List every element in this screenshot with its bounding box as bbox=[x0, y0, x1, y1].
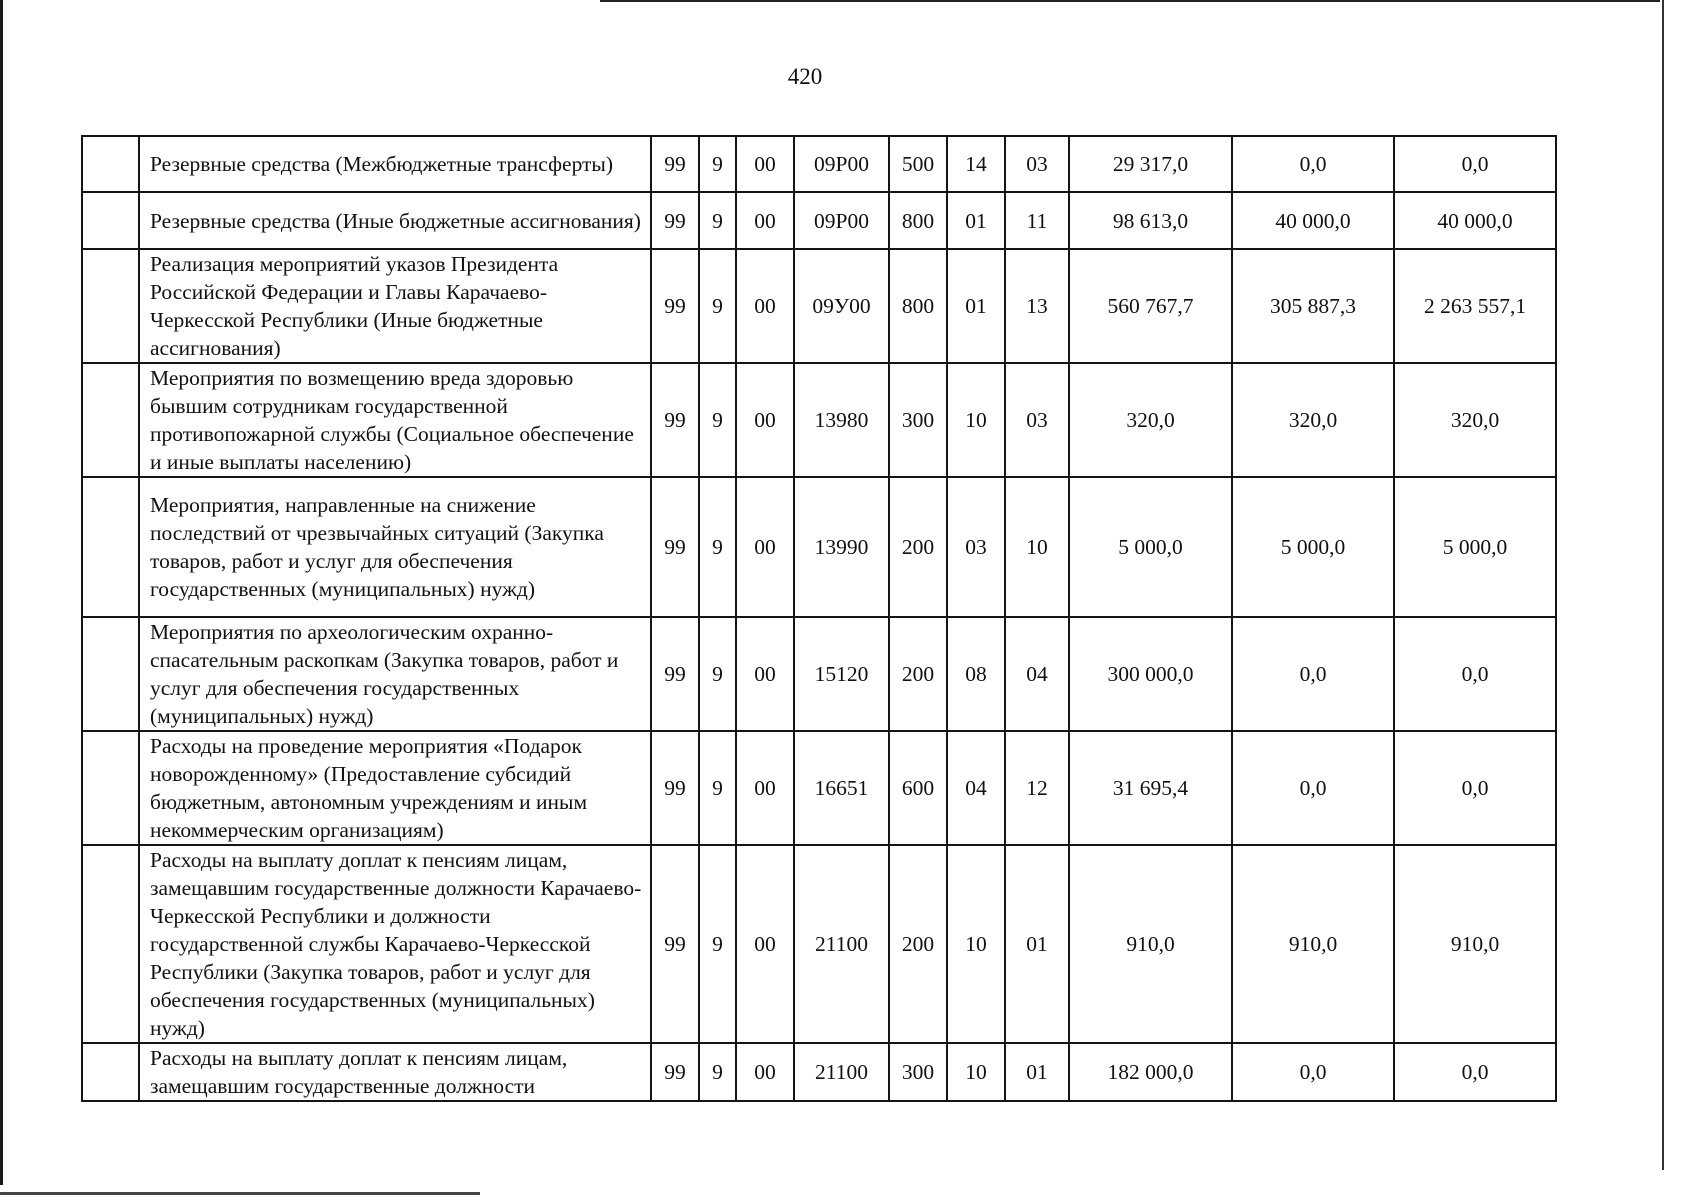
code-cell: 16651 bbox=[794, 731, 889, 845]
table-row bbox=[82, 363, 1556, 477]
code-cell: 11 bbox=[1005, 192, 1069, 249]
table-row bbox=[82, 136, 1556, 192]
amount-cell: 40 000,0 bbox=[1232, 192, 1394, 249]
code-cell: 13990 bbox=[794, 477, 889, 617]
amount-cell: 910,0 bbox=[1069, 845, 1232, 1043]
amount-cell: 0,0 bbox=[1232, 617, 1394, 731]
code-cell: 00 bbox=[736, 617, 794, 731]
row-description: Реализация мероприятий указов Президента Российской Федерации и Главы Карачаево-Черкесской Республики (Иные бюджетные ассигнования) bbox=[139, 249, 651, 363]
amount-cell: 320,0 bbox=[1069, 363, 1232, 477]
row-description: Расходы на выплату доплат к пенсиям лицам, замещавшим государственные должности Карачаево-Черкесской Республики и должности государственной службы Карачаево-Черкесской Республики (Закупка товаров, работ и услуг для обеспечения государственных (муниципальных) нужд) bbox=[139, 845, 651, 1043]
code-cell: 00 bbox=[736, 731, 794, 845]
amount-cell: 5 000,0 bbox=[1069, 477, 1232, 617]
code-cell: 800 bbox=[889, 192, 947, 249]
code-cell: 00 bbox=[736, 136, 794, 192]
table-row bbox=[82, 192, 1556, 249]
code-cell: 08 bbox=[947, 617, 1005, 731]
code-cell: 9 bbox=[699, 617, 736, 731]
code-cell: 99 bbox=[651, 1043, 699, 1101]
amount-cell: 98 613,0 bbox=[1069, 192, 1232, 249]
row-description: Мероприятия по археологическим охранно-спасательным раскопкам (Закупка товаров, работ и услуг для обеспечения государственных (муниципальных) нужд) bbox=[139, 617, 651, 731]
code-cell: 9 bbox=[699, 136, 736, 192]
code-cell: 99 bbox=[651, 249, 699, 363]
code-cell: 21100 bbox=[794, 845, 889, 1043]
code-cell: 12 bbox=[1005, 731, 1069, 845]
code-cell: 00 bbox=[736, 477, 794, 617]
code-cell: 10 bbox=[1005, 477, 1069, 617]
code-cell: 99 bbox=[651, 731, 699, 845]
row-marker-cell bbox=[82, 477, 139, 617]
amount-cell: 910,0 bbox=[1394, 845, 1556, 1043]
code-cell: 03 bbox=[1005, 136, 1069, 192]
code-cell: 21100 bbox=[794, 1043, 889, 1101]
amount-cell: 0,0 bbox=[1232, 1043, 1394, 1101]
scan-border-right bbox=[1662, 0, 1664, 1170]
row-description: Резервные средства (Межбюджетные трансферты) bbox=[139, 136, 651, 192]
code-cell: 01 bbox=[1005, 1043, 1069, 1101]
amount-cell: 0,0 bbox=[1394, 617, 1556, 731]
amount-cell: 300 000,0 bbox=[1069, 617, 1232, 731]
code-cell: 00 bbox=[736, 249, 794, 363]
code-cell: 99 bbox=[651, 845, 699, 1043]
code-cell: 10 bbox=[947, 363, 1005, 477]
code-cell: 09Р00 bbox=[794, 136, 889, 192]
code-cell: 99 bbox=[651, 192, 699, 249]
amount-cell: 0,0 bbox=[1232, 136, 1394, 192]
code-cell: 9 bbox=[699, 845, 736, 1043]
code-cell: 99 bbox=[651, 363, 699, 477]
code-cell: 09У00 bbox=[794, 249, 889, 363]
table-row bbox=[82, 477, 1556, 617]
code-cell: 300 bbox=[889, 363, 947, 477]
amount-cell: 0,0 bbox=[1394, 136, 1556, 192]
table-row bbox=[82, 617, 1556, 731]
amount-cell: 2 263 557,1 bbox=[1394, 249, 1556, 363]
amount-cell: 182 000,0 bbox=[1069, 1043, 1232, 1101]
budget-table bbox=[81, 135, 1557, 1102]
code-cell: 99 bbox=[651, 136, 699, 192]
table-row bbox=[82, 249, 1556, 363]
code-cell: 200 bbox=[889, 477, 947, 617]
code-cell: 01 bbox=[1005, 845, 1069, 1043]
amount-cell: 5 000,0 bbox=[1394, 477, 1556, 617]
row-marker-cell bbox=[82, 192, 139, 249]
table-row bbox=[82, 1043, 1556, 1101]
code-cell: 15120 bbox=[794, 617, 889, 731]
code-cell: 03 bbox=[947, 477, 1005, 617]
code-cell: 200 bbox=[889, 617, 947, 731]
code-cell: 00 bbox=[736, 1043, 794, 1101]
code-cell: 13 bbox=[1005, 249, 1069, 363]
amount-cell: 0,0 bbox=[1394, 1043, 1556, 1101]
amount-cell: 0,0 bbox=[1232, 731, 1394, 845]
scan-border-top bbox=[600, 0, 1660, 2]
amount-cell: 320,0 bbox=[1394, 363, 1556, 477]
code-cell: 10 bbox=[947, 1043, 1005, 1101]
scan-border-bottom bbox=[0, 1192, 480, 1195]
code-cell: 00 bbox=[736, 363, 794, 477]
page-number: 420 bbox=[787, 64, 823, 89]
code-cell: 9 bbox=[699, 192, 736, 249]
code-cell: 300 bbox=[889, 1043, 947, 1101]
code-cell: 9 bbox=[699, 731, 736, 845]
amount-cell: 0,0 bbox=[1394, 731, 1556, 845]
row-description: Мероприятия, направленные на снижение последствий от чрезвычайных ситуаций (Закупка товаров, работ и услуг для обеспечения государственных (муниципальных) нужд) bbox=[139, 477, 651, 617]
code-cell: 99 bbox=[651, 477, 699, 617]
row-marker-cell bbox=[82, 617, 139, 731]
table-row bbox=[82, 845, 1556, 1043]
row-marker-cell bbox=[82, 363, 139, 477]
code-cell: 9 bbox=[699, 477, 736, 617]
amount-cell: 910,0 bbox=[1232, 845, 1394, 1043]
row-description: Резервные средства (Иные бюджетные ассигнования) bbox=[139, 192, 651, 249]
amount-cell: 5 000,0 bbox=[1232, 477, 1394, 617]
code-cell: 14 bbox=[947, 136, 1005, 192]
code-cell: 09Р00 bbox=[794, 192, 889, 249]
row-description: Расходы на проведение мероприятия «Подарок новорожденному» (Предоставление субсидий бюджетным, автономным учреждениям и иным некоммерческим организациям) bbox=[139, 731, 651, 845]
amount-cell: 560 767,7 bbox=[1069, 249, 1232, 363]
code-cell: 13980 bbox=[794, 363, 889, 477]
row-marker-cell bbox=[82, 1043, 139, 1101]
table-row bbox=[82, 731, 1556, 845]
code-cell: 200 bbox=[889, 845, 947, 1043]
code-cell: 00 bbox=[736, 192, 794, 249]
code-cell: 800 bbox=[889, 249, 947, 363]
amount-cell: 31 695,4 bbox=[1069, 731, 1232, 845]
row-marker-cell bbox=[82, 845, 139, 1043]
code-cell: 99 bbox=[651, 617, 699, 731]
code-cell: 01 bbox=[947, 192, 1005, 249]
code-cell: 10 bbox=[947, 845, 1005, 1043]
row-marker-cell bbox=[82, 136, 139, 192]
row-description: Мероприятия по возмещению вреда здоровью бывшим сотрудникам государственной противопожарной службы (Социальное обеспечение и иные выплаты населению) bbox=[139, 363, 651, 477]
code-cell: 600 bbox=[889, 731, 947, 845]
scan-border-left bbox=[0, 0, 3, 1185]
code-cell: 04 bbox=[947, 731, 1005, 845]
code-cell: 9 bbox=[699, 363, 736, 477]
code-cell: 9 bbox=[699, 249, 736, 363]
row-marker-cell bbox=[82, 731, 139, 845]
code-cell: 04 bbox=[1005, 617, 1069, 731]
code-cell: 00 bbox=[736, 845, 794, 1043]
row-description: Расходы на выплату доплат к пенсиям лицам, замещавшим государственные должности bbox=[139, 1043, 651, 1101]
code-cell: 500 bbox=[889, 136, 947, 192]
amount-cell: 29 317,0 bbox=[1069, 136, 1232, 192]
code-cell: 03 bbox=[1005, 363, 1069, 477]
amount-cell: 305 887,3 bbox=[1232, 249, 1394, 363]
code-cell: 01 bbox=[947, 249, 1005, 363]
row-marker-cell bbox=[82, 249, 139, 363]
amount-cell: 40 000,0 bbox=[1394, 192, 1556, 249]
code-cell: 9 bbox=[699, 1043, 736, 1101]
amount-cell: 320,0 bbox=[1232, 363, 1394, 477]
